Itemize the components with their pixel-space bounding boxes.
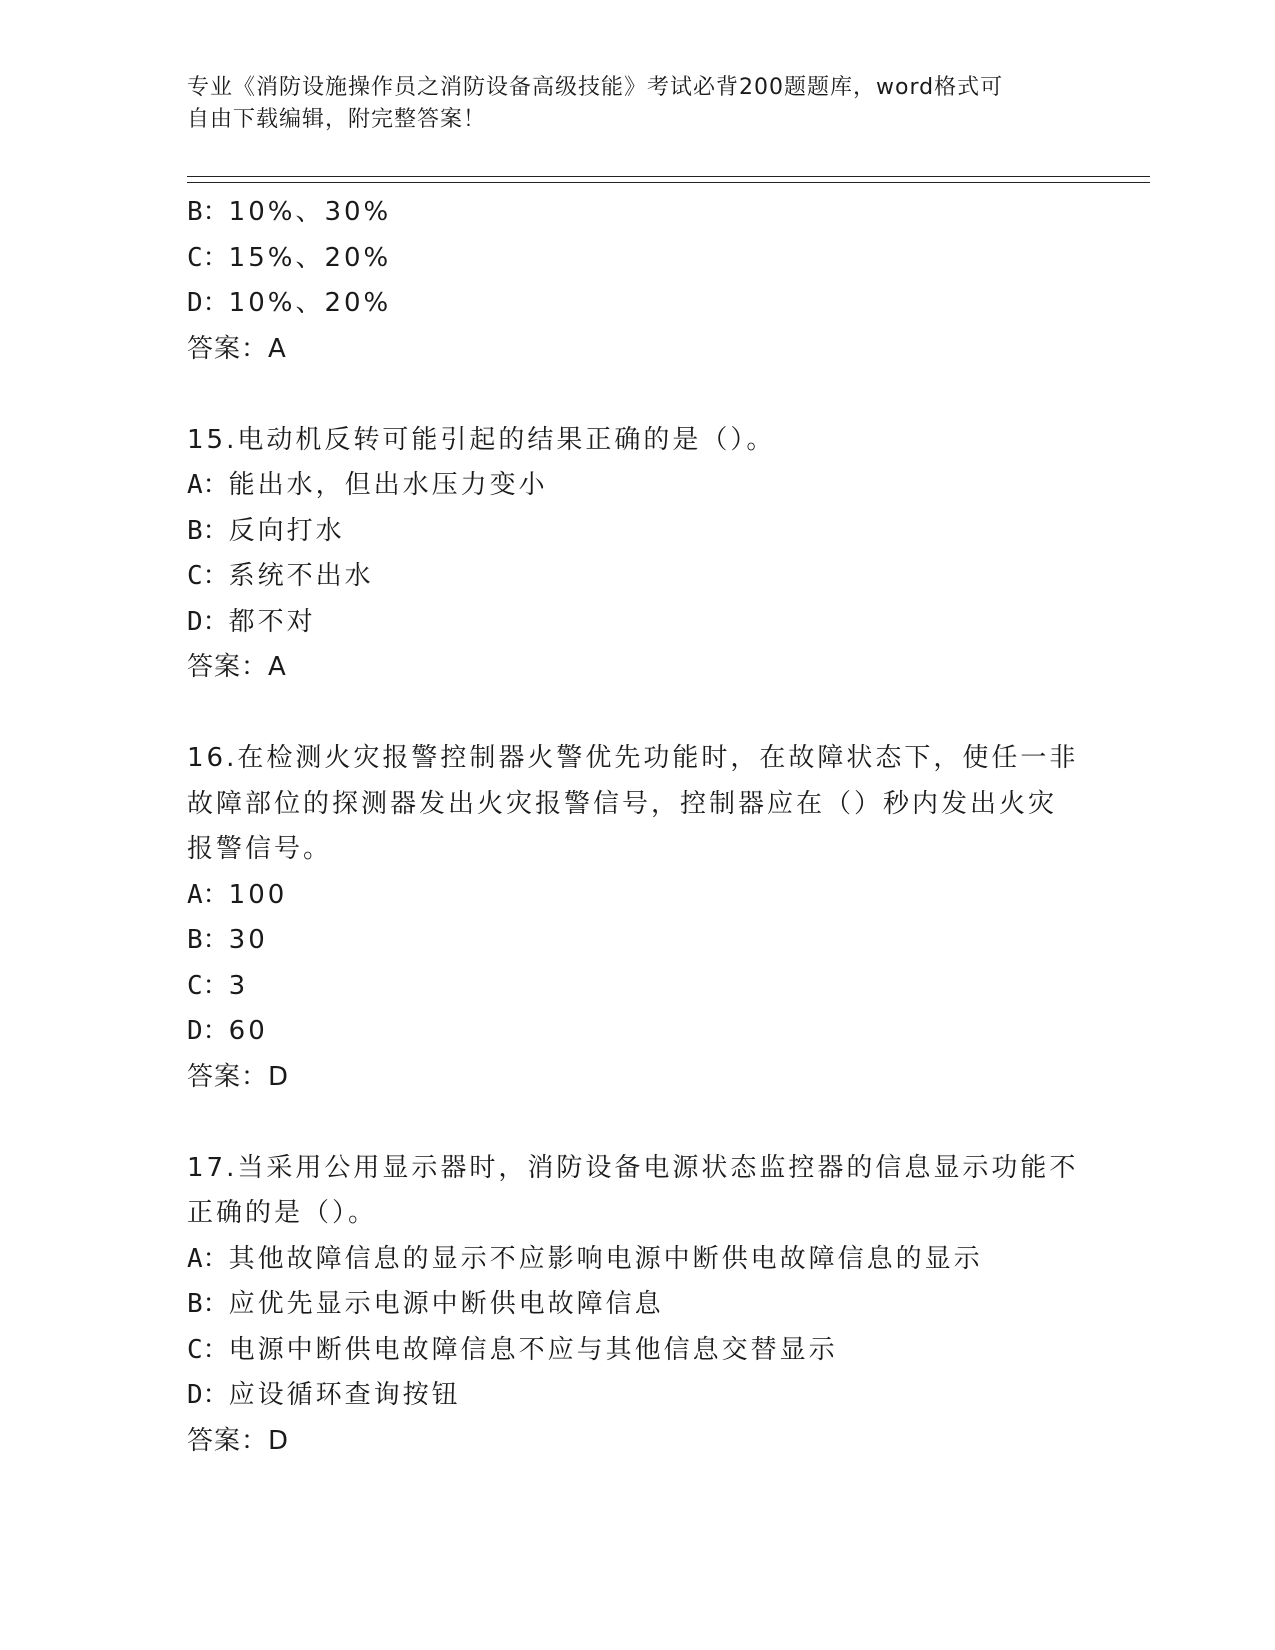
header-line-1: 专业《消防设施操作员之消防设备高级技能》考试必背200题题库，word格式可 xyxy=(187,75,1004,100)
option-d: D：10%、20% xyxy=(187,288,392,318)
question-stem-line: 报警信号。 xyxy=(187,834,333,864)
page-header xyxy=(187,72,1067,136)
option-a: A：其他故障信息的显示不应影响电源中断供电故障信息的显示 xyxy=(187,1243,983,1274)
question-stem-line: 17.当采用公用显示器时，消防设备电源状态监控器的信息显示功能不 xyxy=(187,1152,1079,1183)
option-b: B：应优先显示电源中断供电故障信息 xyxy=(187,1289,664,1319)
option-c: C：3 xyxy=(187,970,249,1001)
question-stem-line: 正确的是（）。 xyxy=(187,1198,378,1228)
question-stem-line: 故障部位的探测器发出火灾报警信号，控制器应在（）秒内发出火灾 xyxy=(187,788,1058,819)
question-stem-line: 15.电动机反转可能引起的结果正确的是（）。 xyxy=(187,424,776,455)
question-16 xyxy=(187,736,1087,1100)
answer-line: 答案：D xyxy=(187,1425,290,1456)
option-c: C：电源中断供电故障信息不应与其他信息交替显示 xyxy=(187,1334,838,1365)
option-d: D：应设循环查询按钮 xyxy=(187,1380,461,1410)
question-14-continued xyxy=(187,190,1087,372)
answer-line: 答案：D xyxy=(187,1061,290,1092)
question-17 xyxy=(187,1146,1087,1465)
option-b: B：30 xyxy=(187,925,268,955)
option-b: B：10%、30% xyxy=(187,197,392,227)
option-a: A：100 xyxy=(187,879,288,910)
header-divider-bottom xyxy=(187,182,1150,183)
answer-line: 答案：A xyxy=(187,652,287,682)
option-c: C：系统不出水 xyxy=(187,561,374,591)
option-d: D：60 xyxy=(187,1016,268,1046)
question-list xyxy=(187,190,1087,1464)
option-a: A：能出水，但出水压力变小 xyxy=(187,470,548,500)
header-line-2: 自由下载编辑，附完整答案！ xyxy=(187,107,487,132)
option-b: B：反向打水 xyxy=(187,515,345,546)
option-d: D：都不对 xyxy=(187,606,316,637)
question-15 xyxy=(187,418,1087,691)
header-divider-top xyxy=(187,176,1150,177)
answer-line: 答案：A xyxy=(187,333,287,364)
option-c: C：15%、20% xyxy=(187,242,392,273)
question-stem-line: 16.在检测火灾报警控制器火警优先功能时，在故障状态下，使任一非 xyxy=(187,743,1079,773)
